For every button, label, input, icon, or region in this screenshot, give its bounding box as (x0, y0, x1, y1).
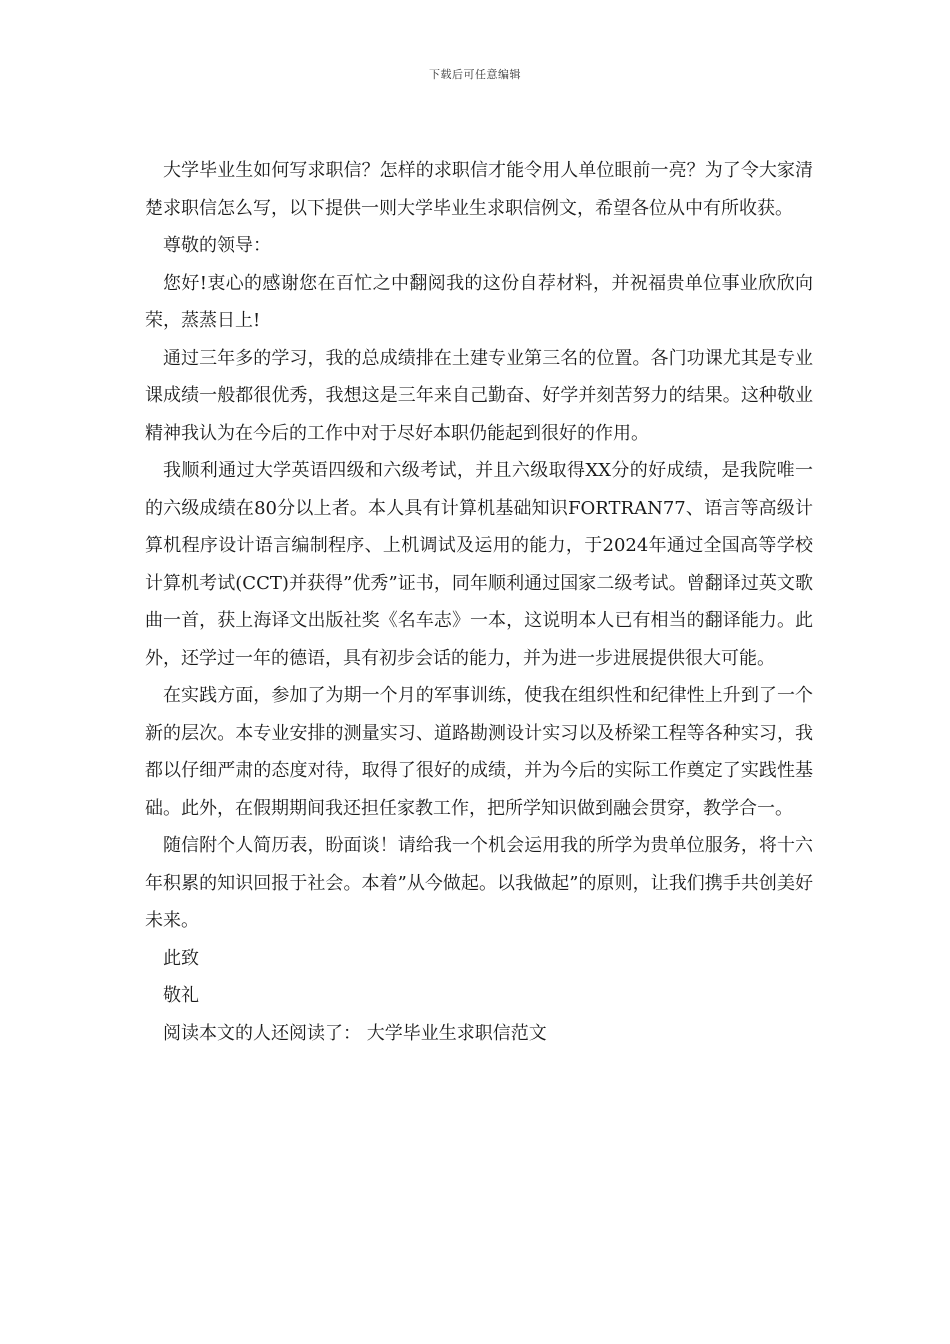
academic-paragraph: 通过三年多的学习，我的总成绩排在土建专业第三名的位置。各门功课尤其是专业课成绩一般都很优秀，我想这是三年来自己勤奋、好学并刻苦努力的结果。这种敬业精神我认为在今后的工作中对于尽好本职仍能起到很好的作用。 (145, 347, 813, 444)
related-reading: 阅读本文的人还阅读了： 大学毕业生求职信范文 (163, 1022, 547, 1044)
intro-paragraph: 大学毕业生如何写求职信？怎样的求职信才能令用人单位眼前一亮？为了令大家清楚求职信怎么写，以下提供一则大学毕业生求职信例文，希望各位从中有所收获。 (145, 160, 813, 219)
letter-body (145, 152, 813, 1052)
salutation: 尊敬的领导： (163, 235, 271, 256)
skills-paragraph: 我顺利通过大学英语四级和六级考试，并且六级取得XX分的好成绩，是我院唯一的六级成绩在80分以上者。本人具有计算机基础知识FORTRAN77、语言等高级计算机程序设计语言编制程序、上机调试及运用的能力，于2024年通过全国高等学校计算机考试(CCT)并获得”优秀”证书，同年顺利通过国家二级考试。曾翻译过英文歌曲一首，获上海译文出版社奖《名车志》一本，这说明本人已有相当的翻译能力。此外，还学过一年的德语，具有初步会话的能力，并为进一步进展提供很大可能。 (145, 460, 813, 669)
greeting-paragraph: 您好!衷心的感谢您在百忙之中翻阅我的这份自荐材料，并祝福贵单位事业欣欣向荣，蒸蒸日上! (145, 272, 813, 331)
sign-off-line-1: 此致 (163, 947, 199, 969)
sign-off-line-2: 敬礼 (163, 985, 199, 1006)
practice-paragraph: 在实践方面，参加了为期一个月的军事训练，使我在组织性和纪律性上升到了一个新的层次。本专业安排的测量实习、道路勘测设计实习以及桥梁工程等各种实习，我都以仔细严肃的态度对待，取得了很好的成绩，并为今后的实际工作奠定了实践性基础。此外，在假期期间我还担任家教工作，把所学知识做到融会贯穿，教学合一。 (145, 685, 813, 819)
header-note: 下载后可任意编辑 (429, 68, 521, 81)
closing-paragraph: 随信附个人简历表，盼面谈！请给我一个机会运用我的所学为贵单位服务，将十六年积累的知识回报于社会。本着”从今做起。以我做起”的原则，让我们携手共创美好未来。 (145, 835, 813, 931)
